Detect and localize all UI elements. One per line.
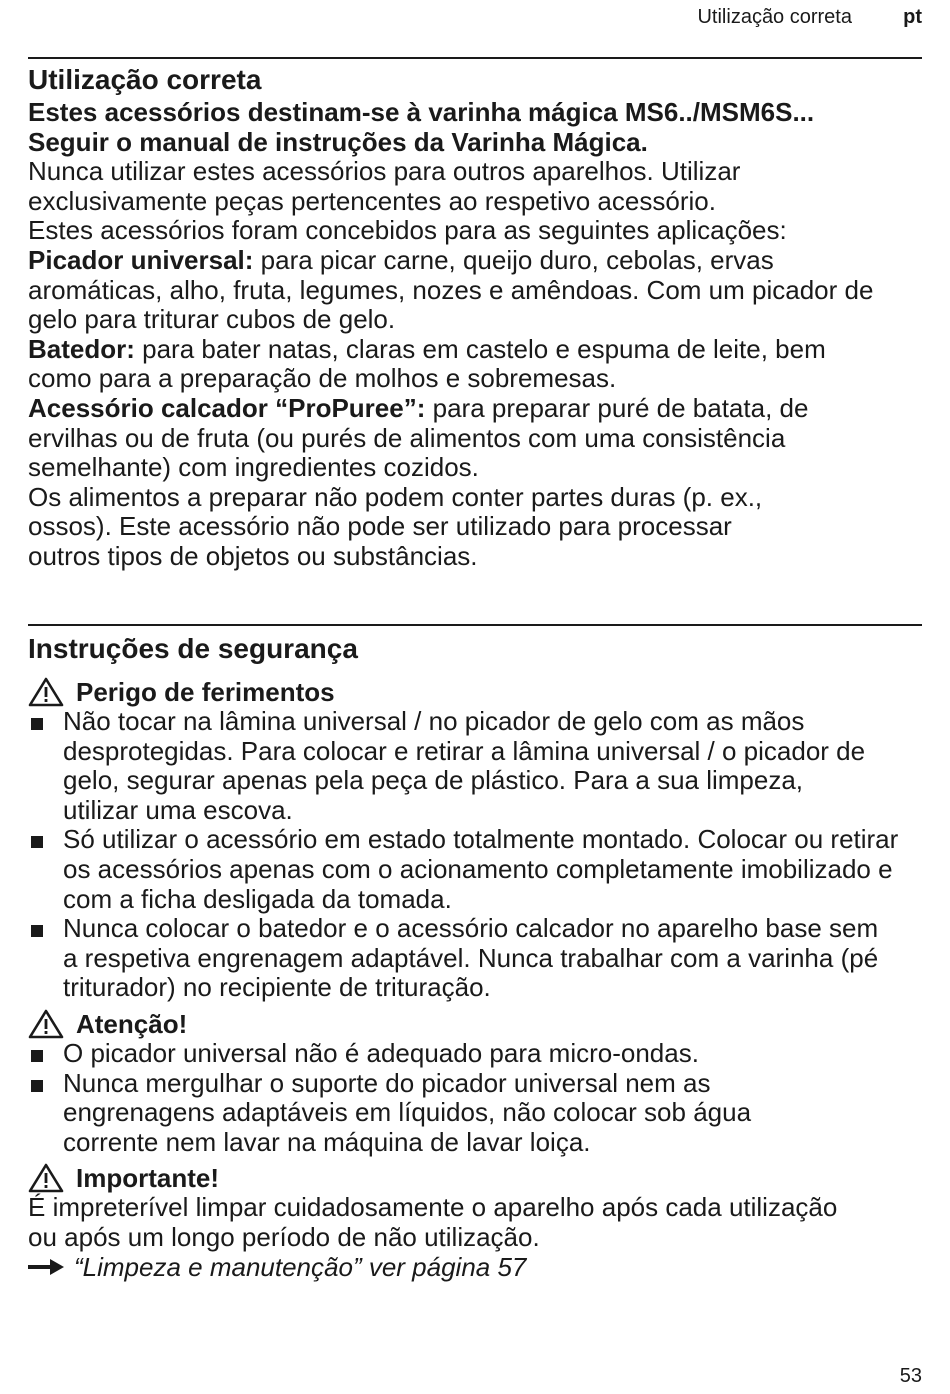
important-paragraph: É impreterível limpar cuidadosamente o aparelho após cada utilização ou após um longo período de não utilização. <box>28 1192 838 1252</box>
safety-section <box>28 633 928 1282</box>
whisk-text: para bater natas, claras em castelo e espuma de leite, bem como para a preparação de molhos e sobremesas. <box>28 333 826 394</box>
puree-description <box>28 394 868 483</box>
cross-reference[interactable] <box>28 1253 928 1283</box>
chopper-label: Picador universal: <box>28 244 254 275</box>
warning-triangle-icon <box>28 677 64 707</box>
warning-triangle-icon <box>28 1163 64 1193</box>
important-heading <box>28 1163 928 1193</box>
list-item: Não tocar na lâmina universal / no picador de gelo com as mãos desprotegidas. Para colocar e retirar a lâmina universal / o picador de gelo, segurar apenas pela peça de plástico. Para a sua limpeza, utilizar uma escova. <box>28 707 928 825</box>
puree-text: para preparar puré de batata, de ervilhas ou de fruta (ou purés de alimentos com uma consistência semelhante) com ingredientes cozidos. <box>28 392 809 483</box>
language-code: pt <box>903 6 922 28</box>
warning-triangle-icon <box>28 1009 64 1039</box>
whisk-label: Batedor: <box>28 333 135 364</box>
important-title: Importante! <box>76 1163 219 1194</box>
intended-use-section <box>28 64 928 572</box>
paragraph: Nunca utilizar estes acessórios para outros aparelhos. Utilizar exclusivamente peças pertencentes ao respetivo acessório. <box>28 156 741 216</box>
paragraph: Estes acessórios foram concebidos para as seguintes aplicações: <box>28 215 787 246</box>
section-title: Utilização correta <box>28 64 262 95</box>
page-number: 53 <box>899 1365 922 1387</box>
attention-heading <box>28 1009 928 1039</box>
lead-paragraph: Estes acessórios destinam-se à varinha mágica MS6../MSM6S... Seguir o manual de instruções da Varinha Mágica. <box>28 97 815 157</box>
section-title: Instruções de segurança <box>28 633 358 664</box>
danger-title: Perigo de ferimentos <box>76 677 335 707</box>
puree-label: Acessório calcador “ProPuree”: <box>28 392 426 423</box>
chopper-text: para picar carne, queijo duro, cebolas, ervas aromáticas, alho, fruta, legumes, nozes e amêndoas. Com um picador de gelo para triturar cubos de gelo. <box>28 244 874 335</box>
danger-heading <box>28 677 928 707</box>
attention-title: Atenção! <box>76 1008 188 1039</box>
list-item: Só utilizar o acessório em estado totalmente montado. Colocar ou retirar os acessórios apenas com o acionamento completamente imobilizado e com a ficha desligada da tomada. <box>28 825 928 914</box>
paragraph: Os alimentos a preparar não podem conter partes duras (p. ex., ossos). Este acessório não pode ser utilizado para processar outros tipos de objetos ou substâncias. <box>28 481 763 571</box>
running-header-title: Utilização correta <box>697 6 852 28</box>
section-rule <box>28 624 922 626</box>
page-header <box>0 6 924 34</box>
top-rule <box>28 57 922 59</box>
cross-reference-text[interactable]: “Limpeza e manutenção” ver página 57 <box>74 1251 527 1282</box>
list-item: Nunca colocar o batedor e o acessório calcador no aparelho base sem a respetiva engrenagem adaptável. Nunca trabalhar com a varinha (pé triturador) no recipiente de trituração. <box>28 914 928 1003</box>
list-item: O picador universal não é adequado para micro-ondas. <box>28 1039 928 1069</box>
chopper-description <box>28 246 888 335</box>
right-arrow-icon <box>28 1257 66 1277</box>
whisk-description <box>28 335 888 394</box>
list-item: Nunca mergulhar o suporte do picador universal nem as engrenagens adaptáveis em líquidos, não colocar sob água corrente nem lavar na máquina de lavar loiça. <box>28 1069 928 1158</box>
